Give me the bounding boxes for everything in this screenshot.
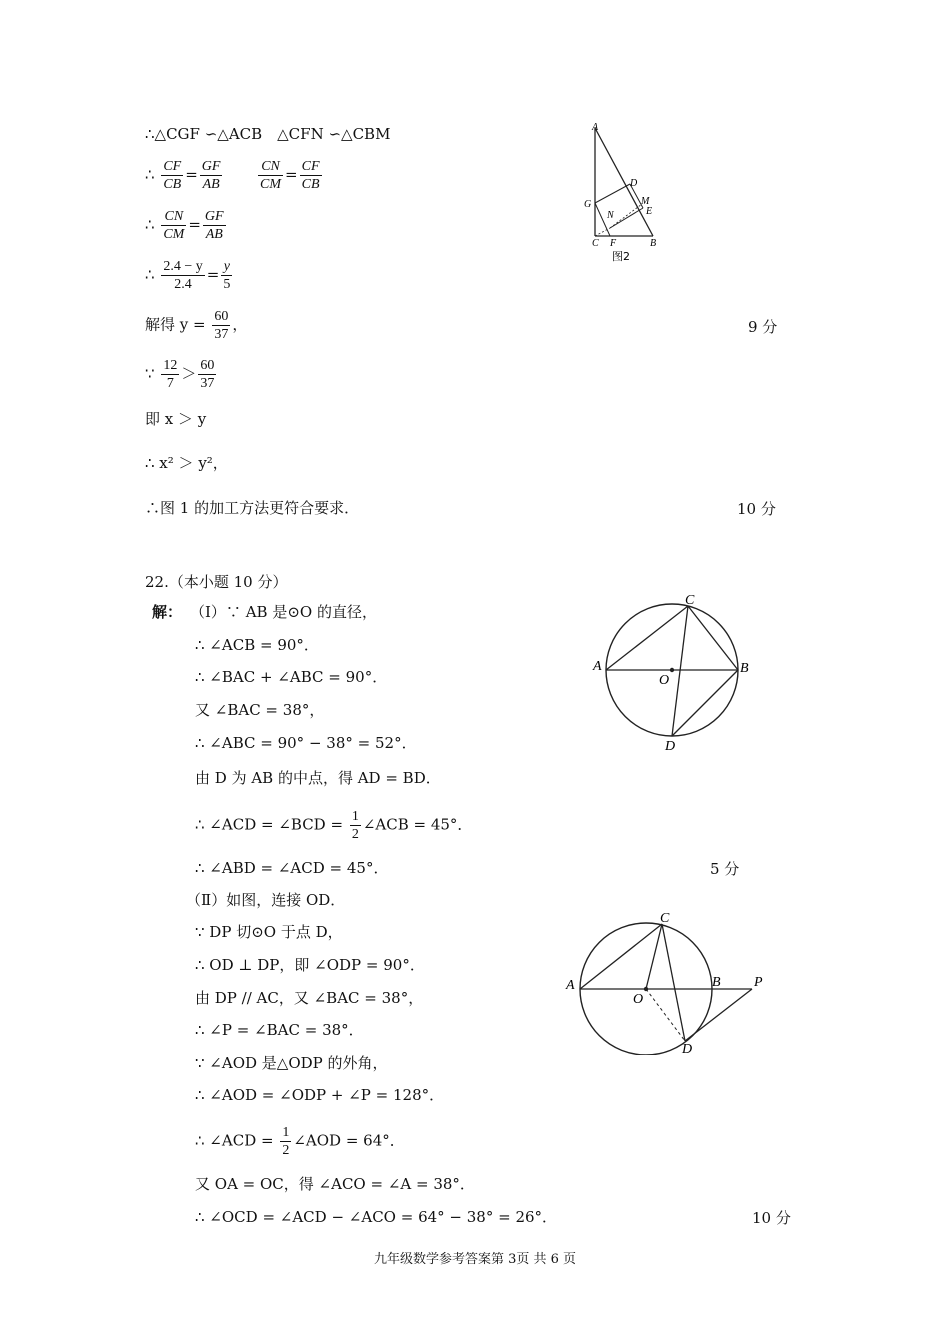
chord-BD bbox=[672, 670, 738, 736]
label-B: B bbox=[650, 238, 657, 249]
label-C: C bbox=[592, 238, 599, 249]
label-N: N bbox=[607, 210, 614, 221]
seg-GD bbox=[595, 184, 630, 203]
figure-circle-2 bbox=[560, 905, 775, 1055]
s2-line-1: （Ⅱ）如图，连接 OD． bbox=[186, 891, 346, 909]
label-O: O bbox=[659, 673, 670, 688]
s1-line-6: 由 D 为 AB 的中点，得 AD = BD． bbox=[195, 769, 441, 787]
x2-gt-y2-line: ∴ x² ＞ y²， bbox=[145, 454, 228, 472]
s2-line-7: ∴ ∠AOD = ∠ODP + ∠P = 128°． bbox=[195, 1086, 445, 1104]
conclusion-line: ∴图 1 的加工方法更符合要求． bbox=[145, 499, 360, 517]
compare-line: ∵ $\frac{12}{7}$ ＞ $\frac{60}{37}$ bbox=[145, 358, 215, 391]
fraction: $\frac{y}{5}$ bbox=[223, 259, 231, 292]
s2-line-4: 由 DP // AC，又 ∠BAC = 38°， bbox=[195, 989, 424, 1007]
chord-AC bbox=[606, 606, 688, 670]
s1-line-4: 又 ∠BAC = 38°， bbox=[195, 701, 325, 719]
s2-line-2: ∵ DP 切⊙O 于点 D， bbox=[195, 923, 343, 941]
chord-AC bbox=[580, 924, 662, 989]
s1-line-2: ∴ ∠ACB = 90°． bbox=[195, 636, 319, 654]
s1-half-angle-line: ∴ ∠ACD = ∠BCD = $\frac{1}{2}$ ∠ACB = 45°． bbox=[195, 809, 473, 842]
figure-circle-1 bbox=[585, 588, 760, 753]
label-E: E bbox=[646, 206, 653, 217]
fraction-one-half: $\frac{1}{2}$ bbox=[282, 1125, 290, 1158]
segment-CO bbox=[646, 924, 662, 989]
label-A: A bbox=[592, 122, 599, 133]
chord-CD bbox=[672, 606, 688, 736]
label-A: A bbox=[566, 978, 575, 993]
score-10b: 10 分 bbox=[752, 1209, 791, 1227]
fraction: $\frac{60}{37}$ bbox=[200, 358, 215, 391]
score-9: 9 分 bbox=[748, 318, 778, 336]
label-C: C bbox=[660, 911, 670, 926]
page-footer: 九年级数学参考答案第 3页 共 6 页 bbox=[373, 1252, 577, 1267]
fraction: $\frac{60}{37}$ bbox=[214, 309, 229, 342]
label-P: P bbox=[754, 975, 763, 990]
solve-y-line: 解得 y = $\frac{60}{37}$ ， bbox=[145, 309, 248, 342]
solution-label: 解： bbox=[152, 603, 183, 621]
s2-last-line: ∴ ∠OCD = ∠ACD − ∠ACO = 64° − 38° = 26°． bbox=[195, 1208, 558, 1226]
s2-half-angle-line: ∴ ∠ACD = $\frac{1}{2}$ ∠AOD = 64°． bbox=[195, 1125, 405, 1158]
label-O: O bbox=[633, 992, 644, 1007]
label-A: A bbox=[593, 659, 602, 674]
fraction: $\frac{GF}{AB}$ bbox=[204, 209, 224, 242]
ratio-line-2: ∴ $\frac{CN}{CM}$ = $\frac{GF}{AB}$ bbox=[145, 209, 224, 242]
therefore-sign: ∴ bbox=[145, 165, 155, 184]
label-M: M bbox=[641, 196, 650, 207]
s1-line-5: ∴ ∠ABC = 90° − 38° = 52°． bbox=[195, 734, 417, 752]
fraction-one-half: $\frac{1}{2}$ bbox=[351, 809, 359, 842]
seg-EF bbox=[610, 208, 643, 228]
s1-line-1: （Ⅰ）∵ AB 是⊙O 的直径， bbox=[190, 603, 377, 621]
s2-line-5: ∴ ∠P = ∠BAC = 38°． bbox=[195, 1021, 364, 1039]
fraction: $\frac{2.4 - y}{2.4}$ bbox=[163, 259, 203, 292]
label-F: F bbox=[610, 238, 617, 249]
label-D: D bbox=[630, 178, 638, 189]
fraction: $\frac{GF}{AB}$ bbox=[201, 159, 221, 192]
score-5: 5 分 bbox=[710, 860, 740, 878]
label-D: D bbox=[665, 739, 676, 753]
ratio-line-3: ∴ $\frac{2.4 - y}{2.4}$ = $\frac{y}{5}$ bbox=[145, 259, 231, 292]
figure-2 bbox=[580, 118, 670, 266]
tangent-DP bbox=[685, 989, 752, 1041]
s2-line-3: ∴ OD ⊥ DP，即 ∠ODP = 90°． bbox=[195, 956, 425, 974]
fraction: $\frac{CF}{CB}$ bbox=[301, 159, 320, 192]
problem-22-heading: 22.（本小题 10 分） bbox=[145, 573, 288, 591]
label-D: D bbox=[682, 1042, 693, 1055]
x-gt-y-line: 即 x ＞ y bbox=[145, 410, 207, 428]
center-point bbox=[670, 668, 674, 672]
ratio-line-1: ∴ $\frac{CF}{CB}$ = $\frac{GF}{AB}$ $\frac{CN}{CM}$ = $\frac{CF}{CB}$ bbox=[145, 159, 320, 192]
figure-2-caption: 图2 bbox=[612, 250, 630, 263]
fraction: $\frac{12}{7}$ bbox=[163, 358, 178, 391]
fraction: $\frac{CN}{CM}$ bbox=[163, 209, 185, 242]
score-10a: 10 分 bbox=[737, 500, 776, 518]
chord-CD bbox=[662, 924, 685, 1041]
center-point bbox=[644, 987, 648, 991]
label-C: C bbox=[685, 593, 695, 608]
fraction: $\frac{CF}{CB}$ bbox=[163, 159, 182, 192]
s2-line-6: ∵ ∠AOD 是△ODP 的外角， bbox=[195, 1054, 388, 1072]
similar-triangles-line: ∴△CGF ∽△ACB △CFN ∽△CBM bbox=[145, 125, 391, 143]
fraction: $\frac{CN}{CM}$ bbox=[260, 159, 282, 192]
s1-line-3: ∴ ∠BAC + ∠ABC = 90°． bbox=[195, 668, 388, 686]
segment-OD bbox=[646, 989, 685, 1041]
label-B: B bbox=[740, 661, 749, 676]
s2-tail-line: 又 OA = OC，得 ∠ACO = ∠A = 38°． bbox=[195, 1175, 475, 1193]
label-B: B bbox=[712, 975, 721, 990]
label-G: G bbox=[584, 199, 592, 210]
s1-last-line: ∴ ∠ABD = ∠ACD = 45°． bbox=[195, 859, 389, 877]
